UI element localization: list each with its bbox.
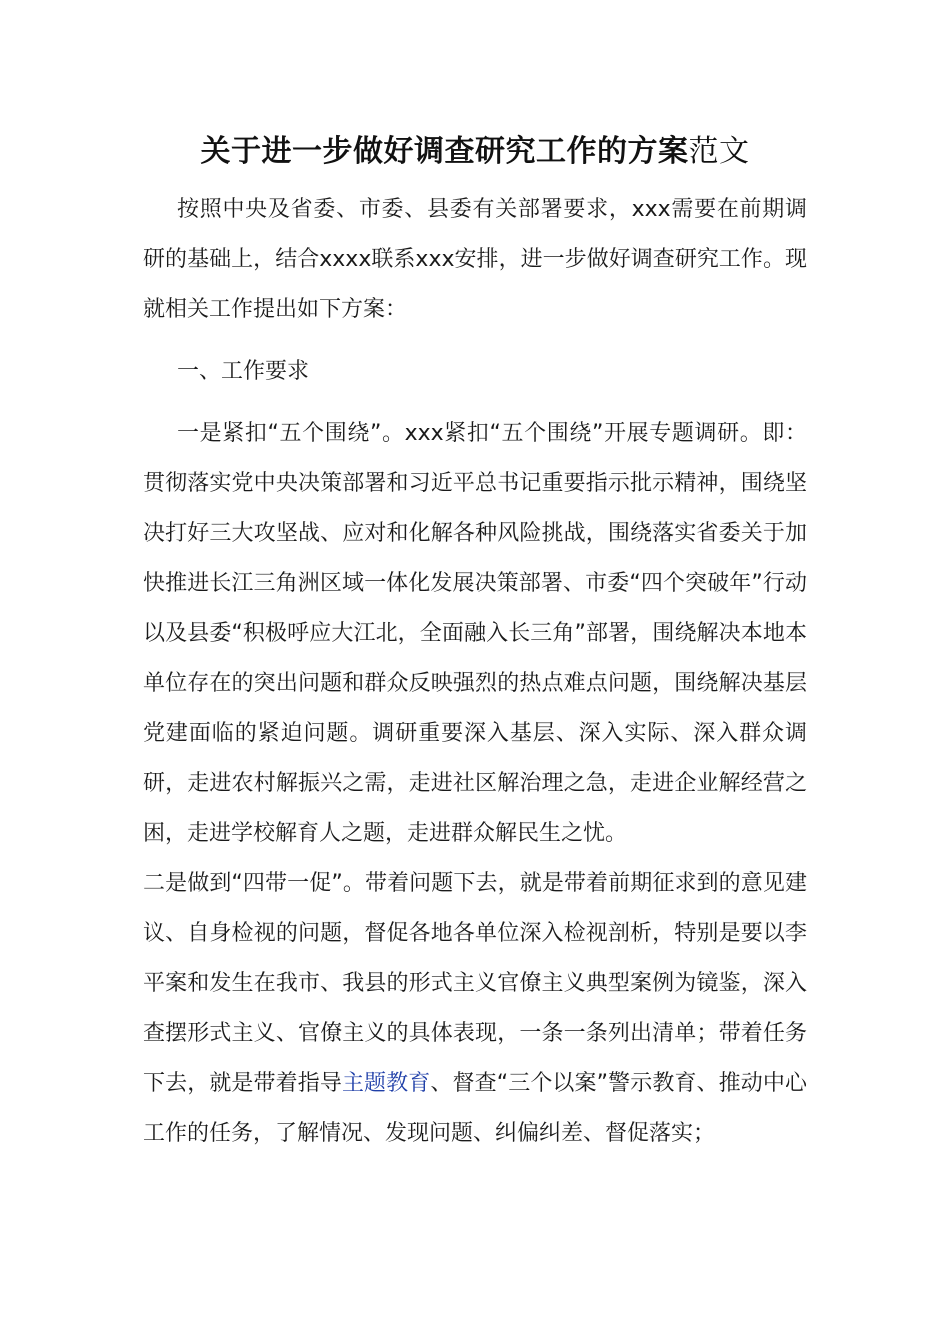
document-body [143,128,807,1159]
document-title [143,128,807,176]
theme-education-link[interactable]: 主题教育 [341,1071,431,1096]
section-heading: 一、工作要求 [177,359,310,384]
paragraph-four-belts [143,859,807,1159]
title-main: 关于进一步做好调查研究工作的方案 [200,134,689,169]
paragraph-four-belts-part1: 二是做到“四带一促”。带着问题下去，就是带着前期征求到的意见建议、自身检视的问题，督促各地各单位深入检视剖析，特别是要以李平案和发生在我市、我县的形式主义官僚主义典型案例为镜鉴，深入查摆形式主义、官僚主义的具体表现，一条一条列出清单；带着任务下去，就是带着指导 [143,871,807,1096]
paragraph-five-surrounds: 一是紧扣“五个围绕”。xxx紧扣“五个围绕”开展专题调研。即：贯彻落实党中央决策部署和习近平总书记重要指示批示精神，围绕坚决打好三大攻坚战、应对和化解各种风险挑战，围绕落实省委关于加快推进长江三角洲区域一体化发展决策部署、市委“四个突破年”行动以及县委“积极呼应大江北，全面融入长三角”部署，围绕解决本地本单位存在的突出问题和群众反映强烈的热点难点问题，围绕解决基层党建面临的紧迫问题。调研重要深入基层、深入实际、深入群众调研，走进农村解振兴之需，走进社区解治理之急，走进企业解经营之困，走进学校解育人之题，走进群众解民生之忧。 [143,421,807,846]
title-suffix: 范文 [688,134,750,169]
intro-paragraph: 按照中央及省委、市委、县委有关部署要求，xxx需要在前期调研的基础上，结合xxxx联系xxx安排，进一步做好调查研究工作。现就相关工作提出如下方案： [143,197,807,322]
paragraph-four-belts-part2: 、督查“三个以案”警示教育、推动中心工作的任务，了解情况、发现问题、纠偏纠差、督促落实； [143,1071,807,1146]
